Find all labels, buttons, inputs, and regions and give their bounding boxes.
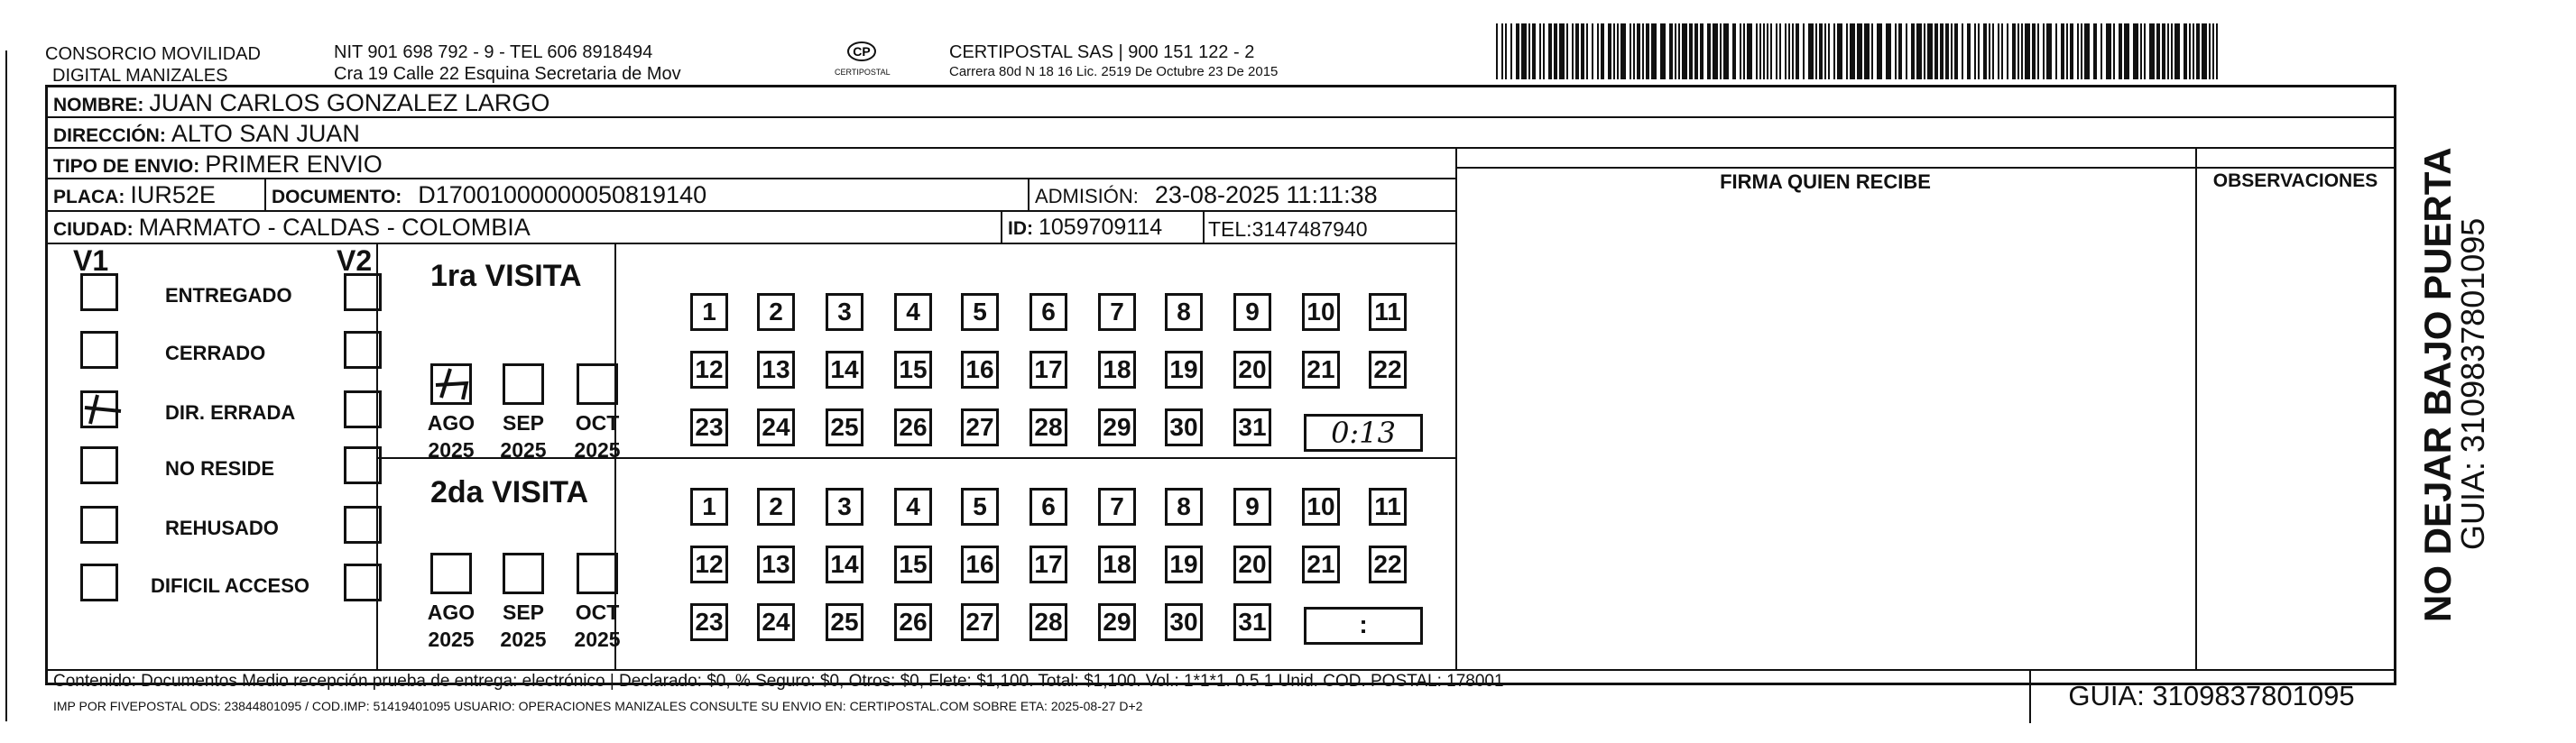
day-box[interactable]: 24 [757, 408, 795, 446]
day-box[interactable]: 27 [961, 408, 999, 446]
day-box[interactable]: 22 [1369, 351, 1407, 389]
barcode-bar [1927, 23, 1933, 79]
certipostal-line-2: Carrera 80d N 18 16 Lic. 2519 De Octubre 23 De 2015 [949, 64, 1279, 79]
barcode-bar [1934, 23, 1938, 79]
status-label: ENTREGADO [165, 284, 292, 307]
check-mark-icon [430, 363, 472, 405]
barcode-bar [1828, 23, 1830, 79]
day-box[interactable]: 26 [894, 603, 932, 641]
admision-value: 23-08-2025 11:11:38 [1154, 181, 1378, 208]
barcode-bar [1554, 23, 1557, 79]
visit1-time-value: 0:13 [1331, 416, 1396, 450]
barcode-bar [2061, 23, 2064, 79]
barcode-bar [1898, 23, 1902, 79]
day-box[interactable]: 23 [690, 408, 728, 446]
barcode-bar [1637, 23, 1640, 79]
day-box[interactable]: 30 [1165, 408, 1203, 446]
barcode-bar [1833, 23, 1835, 79]
day-box[interactable]: 5 [961, 488, 999, 526]
status-label: NO RESIDE [165, 457, 275, 480]
direccion-field [53, 120, 360, 150]
barcode-bar [2144, 23, 2146, 79]
barcode-bar [1785, 23, 1787, 79]
barcode-bar [1592, 23, 1593, 79]
id-label: ID: [1008, 218, 1033, 239]
day-box[interactable]: 16 [961, 546, 999, 583]
barcode-bar [2046, 23, 2052, 79]
id-field [1008, 214, 1162, 243]
barcode-bar [1646, 23, 1649, 79]
visit2-title: 2da VISITA [430, 475, 589, 509]
barcode-bar [1743, 23, 1745, 79]
v1-checkbox[interactable] [80, 564, 118, 601]
barcode-bar [1630, 23, 1631, 79]
barcode-bar [2171, 23, 2173, 79]
barcode-bar [1776, 23, 1777, 79]
barcode-bar [1792, 23, 1794, 79]
year-label: 2025 [500, 438, 547, 462]
barcode-bar [1651, 23, 1657, 79]
check-mark-icon [81, 391, 125, 427]
tipo-envio-value: PRIMER ENVIO [205, 151, 383, 178]
tel-label: TEL: [1208, 217, 1252, 241]
barcode-bar [1501, 23, 1503, 79]
barcode-bar [1978, 23, 1980, 79]
v2-checkbox[interactable] [344, 273, 382, 311]
month-label: AGO [427, 601, 475, 624]
day-box[interactable]: 30 [1165, 603, 1203, 641]
day-box[interactable]: 10 [1302, 293, 1340, 331]
placa-field [53, 181, 216, 211]
barcode-bar [1617, 23, 1619, 79]
day-box[interactable]: 29 [1098, 408, 1136, 446]
month-label: AGO [427, 411, 475, 435]
year-label: 2025 [574, 628, 621, 651]
day-box[interactable]: 8 [1165, 293, 1203, 331]
month-checkbox[interactable] [430, 553, 472, 594]
day-box[interactable]: 21 [1302, 351, 1340, 389]
day-box[interactable]: 3 [826, 293, 863, 331]
side-guia: GUIA: 3109837801095 [2454, 217, 2491, 550]
day-box[interactable]: 19 [1165, 546, 1203, 583]
status-label: DIFICIL ACCESO [151, 574, 310, 597]
v2-checkbox[interactable] [344, 564, 382, 601]
admision-field [1035, 181, 1378, 210]
day-box[interactable]: 14 [826, 546, 863, 583]
day-box[interactable]: 16 [961, 351, 999, 389]
barcode-bar [1586, 23, 1588, 79]
barcode-bar [1788, 23, 1790, 79]
barcode-bar [1815, 23, 1817, 79]
day-box[interactable]: 2 [757, 293, 795, 331]
barcode-bar [1895, 23, 1897, 79]
visit2-time-box[interactable] [1304, 607, 1423, 645]
barcode-bar [1581, 23, 1584, 79]
barcode-bar [1911, 23, 1915, 79]
barcode-bar [2196, 23, 2200, 79]
ciudad-value: MARMATO - CALDAS - COLOMBIA [138, 214, 531, 241]
barcode-bar [1713, 23, 1718, 79]
year-label: 2025 [428, 438, 475, 462]
barcode-bar [1528, 23, 1530, 79]
barcode-bar [1824, 23, 1826, 79]
barcode-bar [2043, 23, 2045, 79]
documento-field [272, 181, 706, 211]
barcode-bar [1723, 23, 1729, 79]
day-box[interactable]: 20 [1233, 351, 1271, 389]
day-box[interactable]: 17 [1029, 546, 1067, 583]
barcode-bar [1559, 23, 1565, 79]
barcode-bar [1543, 23, 1545, 79]
barcode-bar [1962, 23, 1963, 79]
v1-checkbox[interactable] [80, 446, 118, 484]
barcode-bar [1846, 23, 1848, 79]
barcode-bar [1906, 23, 1907, 79]
company-nit [334, 41, 681, 85]
barcode-bar [2149, 23, 2155, 79]
day-box[interactable]: 20 [1233, 546, 1271, 583]
barcode-bar [2133, 23, 2138, 79]
barcode-bar [2156, 23, 2160, 79]
barcode-bar [2012, 23, 2016, 79]
day-box[interactable]: 22 [1369, 546, 1407, 583]
ciudad-field [53, 214, 531, 243]
barcode-bar [1633, 23, 1635, 79]
barcode-bar [2184, 23, 2187, 79]
v2-checkbox[interactable] [344, 390, 382, 428]
barcode-bar [1747, 23, 1752, 79]
status-label: CERRADO [165, 342, 266, 364]
barcode-bar [1548, 23, 1552, 79]
nombre-value: JUAN CARLOS GONZALEZ LARGO [149, 89, 550, 116]
barcode-bar [1796, 23, 1799, 79]
company-line-2: DIGITAL MANIZALES [52, 66, 228, 86]
v1-checkbox[interactable] [80, 331, 118, 369]
barcode-bar [1575, 23, 1579, 79]
barcode-bar [2119, 23, 2122, 79]
day-box[interactable]: 9 [1233, 488, 1271, 526]
barcode-bar [1940, 23, 1944, 79]
v2-header: V2 [337, 244, 373, 277]
barcode-bar [1951, 23, 1953, 79]
footer-guia: GUIA: 3109837801095 [2068, 680, 2355, 711]
barcode-bar [1740, 23, 1741, 79]
barcode-bar [1759, 23, 1761, 79]
day-box[interactable]: 18 [1098, 546, 1136, 583]
barcode-bar [2037, 23, 2039, 79]
barcode-bar [1992, 23, 1994, 79]
barcode-bar [2162, 23, 2165, 79]
barcode-bar [2216, 23, 2218, 79]
month-label: OCT [575, 601, 620, 624]
day-box[interactable]: 6 [1029, 293, 1067, 331]
status-label: REHUSADO [165, 517, 279, 539]
barcode-bar [1850, 23, 1855, 79]
barcode-bar [1572, 23, 1574, 79]
barcode-bar [1660, 23, 1666, 79]
barcode-bar [1916, 23, 1922, 79]
visit2-time-value: : [1359, 610, 1368, 638]
barcode-bar [1767, 23, 1768, 79]
barcode-bar [1989, 23, 1990, 79]
barcode-bar [2189, 23, 2191, 79]
barcode-bar [2167, 23, 2169, 79]
logo-icon [846, 40, 877, 63]
day-box[interactable]: 14 [826, 351, 863, 389]
svg-text:CP: CP [853, 44, 871, 59]
barcode-bar [2084, 23, 2090, 79]
barcode-bar [2066, 23, 2068, 79]
day-box[interactable]: 13 [757, 546, 795, 583]
barcode-bar [1763, 23, 1765, 79]
nit-line-1: NIT 901 698 792 - 9 - TEL 606 8918494 [334, 42, 653, 62]
barcode-bar [1566, 23, 1568, 79]
barcode-bar [2055, 23, 2057, 79]
month-checkbox[interactable] [577, 363, 618, 405]
day-box[interactable]: 26 [894, 408, 932, 446]
barcode-bar [1871, 23, 1873, 79]
day-box[interactable]: 19 [1165, 351, 1203, 389]
barcode-bar [2202, 23, 2207, 79]
day-box[interactable]: 7 [1098, 488, 1136, 526]
month-checkbox[interactable] [577, 553, 618, 594]
barcode-bar [1669, 23, 1673, 79]
documento-label: DOCUMENTO: [272, 187, 402, 207]
day-box[interactable]: 4 [894, 488, 932, 526]
barcode-bar [2070, 23, 2073, 79]
day-box[interactable]: 28 [1029, 603, 1067, 641]
day-box[interactable]: 4 [894, 293, 932, 331]
day-box[interactable]: 28 [1029, 408, 1067, 446]
day-box[interactable]: 6 [1029, 488, 1067, 526]
barcode-bar [2209, 23, 2211, 79]
certipostal-line-1: CERTIPOSTAL SAS | 900 151 122 - 2 [949, 42, 1255, 62]
day-box[interactable]: 5 [961, 293, 999, 331]
day-box[interactable]: 23 [690, 603, 728, 641]
barcode-bar [2212, 23, 2214, 79]
day-box[interactable]: 9 [1233, 293, 1271, 331]
barcode-bar [1974, 23, 1976, 79]
nombre-field [53, 89, 549, 119]
barcode-bar [1532, 23, 1536, 79]
day-box[interactable]: 10 [1302, 488, 1340, 526]
barcode-bar [1700, 23, 1703, 79]
month-label: OCT [575, 411, 620, 435]
barcode-bar [1516, 23, 1519, 79]
barcode-bar [1837, 23, 1842, 79]
company-line-1: CONSORCIO MOVILIDAD [45, 44, 261, 64]
nit-line-2: Cra 19 Calle 22 Esquina Secretaria de Mov [334, 64, 681, 84]
day-box[interactable]: 25 [826, 408, 863, 446]
day-box[interactable]: 12 [690, 351, 728, 389]
barcode-bar [1539, 23, 1541, 79]
barcode-bar [2077, 23, 2079, 79]
certipostal-logo [835, 40, 889, 77]
barcode-bar [1886, 23, 1891, 79]
barcode-bar [1597, 23, 1599, 79]
firma-label: FIRMA QUIEN RECIBE [1720, 170, 1931, 193]
v1-checkbox[interactable] [80, 273, 118, 311]
barcode-bar [1675, 23, 1676, 79]
barcode-bar [1808, 23, 1814, 79]
barcode-bar [1864, 23, 1870, 79]
certipostal-info [949, 41, 1278, 81]
direccion-label: DIRECCIÓN: [53, 125, 166, 146]
barcode-bar [1682, 23, 1687, 79]
tel-field [1208, 216, 1368, 243]
day-box[interactable]: 31 [1233, 408, 1271, 446]
barcode-bar [1857, 23, 1862, 79]
day-box[interactable]: 11 [1369, 293, 1407, 331]
month-label: SEP [502, 411, 545, 435]
barcode-bar [1877, 23, 1882, 79]
day-box[interactable]: 18 [1098, 351, 1136, 389]
tipo-envio-field [53, 151, 383, 180]
barcode-bar [2113, 23, 2115, 79]
barcode-bar [1967, 23, 1971, 79]
barcode-bar [1689, 23, 1693, 79]
barcode-bar [1496, 23, 1498, 79]
side-warning: NO DEJAR BAJO PUERTA [2416, 147, 2459, 622]
day-box[interactable]: 3 [826, 488, 863, 526]
barcode-bar [2021, 23, 2023, 79]
barcode [1496, 23, 2218, 79]
day-box[interactable]: 12 [690, 546, 728, 583]
day-box[interactable]: 1 [690, 293, 728, 331]
barcode-bar [2007, 23, 2008, 79]
ciudad-label: CIUDAD: [53, 219, 134, 240]
visit1-title: 1ra VISITA [430, 259, 582, 293]
day-box[interactable]: 21 [1302, 546, 1340, 583]
barcode-bar [2025, 23, 2030, 79]
barcode-bar [1510, 23, 1512, 79]
barcode-bar [1642, 23, 1644, 79]
v2-checkbox[interactable] [344, 446, 382, 484]
visit1-time-box[interactable] [1304, 414, 1423, 452]
month-checkbox[interactable] [503, 363, 544, 405]
barcode-bar [1707, 23, 1711, 79]
day-box[interactable]: 27 [961, 603, 999, 641]
barcode-bar [2106, 23, 2111, 79]
barcode-bar [2174, 23, 2180, 79]
barcode-bar [1924, 23, 1925, 79]
day-box[interactable]: 15 [894, 351, 932, 389]
barcode-bar [1732, 23, 1736, 79]
barcode-bar [1945, 23, 1949, 79]
nombre-label: NOMBRE: [53, 95, 144, 115]
barcode-bar [2093, 23, 2097, 79]
day-box[interactable]: 1 [690, 488, 728, 526]
barcode-bar [2124, 23, 2129, 79]
logo-text: CERTIPOSTAL [835, 68, 891, 77]
month-label: SEP [502, 601, 545, 624]
day-box[interactable]: 29 [1098, 603, 1136, 641]
barcode-bar [2140, 23, 2142, 79]
barcode-bar [1613, 23, 1615, 79]
v1-header: V1 [73, 244, 109, 277]
barcode-image [1496, 23, 2218, 79]
barcode-bar [1678, 23, 1680, 79]
v2-checkbox[interactable] [344, 506, 382, 544]
barcode-bar [2001, 23, 2003, 79]
barcode-bar [1620, 23, 1626, 79]
status-label: DIR. ERRADA [165, 401, 296, 424]
tel-value: 3147487940 [1251, 217, 1368, 241]
barcode-bar [1694, 23, 1698, 79]
id-value: 1059709114 [1039, 215, 1163, 240]
v2-checkbox[interactable] [344, 331, 382, 369]
direccion-value: ALTO SAN JUAN [171, 120, 360, 147]
day-box[interactable]: 13 [757, 351, 795, 389]
documento-value: D17001000000050819140 [418, 181, 707, 208]
day-box[interactable]: 17 [1029, 351, 1067, 389]
day-box[interactable]: 25 [826, 603, 863, 641]
day-box[interactable]: 24 [757, 603, 795, 641]
day-box[interactable]: 31 [1233, 603, 1271, 641]
tipo-envio-label: TIPO DE ENVIO: [53, 156, 200, 177]
year-label: 2025 [428, 628, 475, 651]
month-checkbox[interactable] [430, 363, 472, 405]
admision-label: ADMISIÓN: [1035, 185, 1139, 207]
barcode-bar [1505, 23, 1507, 79]
barcode-bar [1770, 23, 1772, 79]
barcode-bar [1779, 23, 1781, 79]
placa-label: PLACA: [53, 187, 125, 207]
v1-checkbox[interactable] [80, 506, 118, 544]
day-box[interactable]: 2 [757, 488, 795, 526]
day-box[interactable]: 8 [1165, 488, 1203, 526]
day-box[interactable]: 7 [1098, 293, 1136, 331]
footer-imp: IMP POR FIVEPOSTAL ODS: 23844801095 / COD.IMP: 51419401095 USUARIO: OPERACIONES MANIZALES CONSULTE SU ENVIO EN: CERTIPOSTAL.COM SOBRE ETA: 2025-08-27 D+2 [53, 699, 1143, 713]
day-box[interactable]: 15 [894, 546, 932, 583]
observaciones-label: OBSERVACIONES [2212, 170, 2378, 191]
year-label: 2025 [500, 628, 547, 651]
month-checkbox[interactable] [503, 553, 544, 594]
barcode-bar [1608, 23, 1611, 79]
barcode-bar [1756, 23, 1758, 79]
barcode-bar [2101, 23, 2102, 79]
barcode-bar [2032, 23, 2036, 79]
barcode-bar [1819, 23, 1823, 79]
barcode-bar [1720, 23, 1722, 79]
year-label: 2025 [574, 438, 621, 462]
barcode-bar [1998, 23, 1999, 79]
company-name [45, 43, 261, 87]
barcode-bar [1803, 23, 1805, 79]
placa-value: IUR52E [130, 181, 216, 208]
barcode-bar [2193, 23, 2194, 79]
barcode-bar [2081, 23, 2082, 79]
delivery-form [45, 85, 2396, 713]
footer-contenido: Contenido: Documentos Medio recepción prueba de entrega: electrónico | Declarado: $0, % Seguro: $0, Otros: $0, Flete: $1,100. Total: $1,100. Vol.: 1*1*1. 0.5 1 Unid. COD. POSTAL: 178001 [53, 672, 1504, 691]
barcode-bar [1521, 23, 1527, 79]
barcode-bar [1983, 23, 1987, 79]
barcode-bar [1601, 23, 1604, 79]
v1-checkbox[interactable] [80, 390, 118, 428]
barcode-bar [2017, 23, 2019, 79]
barcode-bar [1954, 23, 1958, 79]
day-box[interactable]: 11 [1369, 488, 1407, 526]
